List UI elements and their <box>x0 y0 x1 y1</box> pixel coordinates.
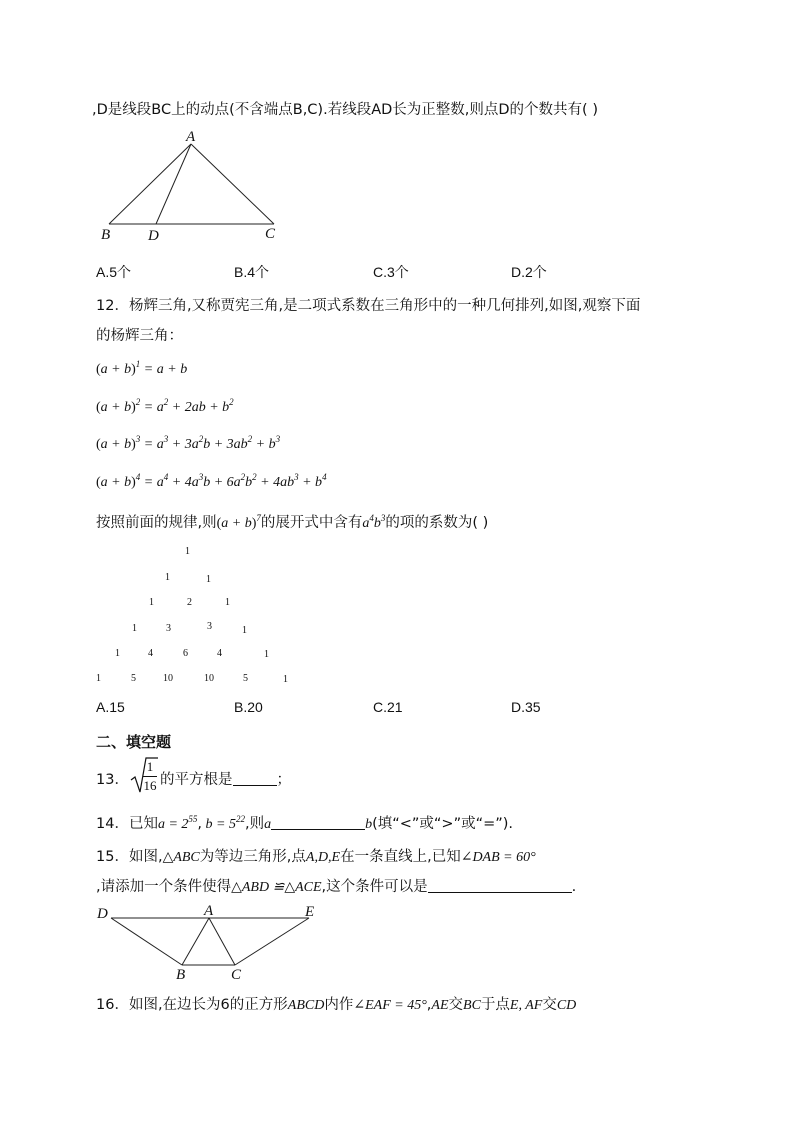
q12-formula-3: $(a + b)^3 = a^3 + 3a^2b + 3ab^2 + b^3$ <box>96 434 281 452</box>
edge-AC <box>191 144 274 224</box>
edge-AB <box>182 918 209 965</box>
label-C: C <box>265 226 276 242</box>
label-D: D <box>148 228 159 244</box>
q11-stem: ,D是线段BC上的动点(不含端点B,C).若线段AD长为正整数,则点D的个数共有( ) <box>92 102 598 118</box>
q12-choice-d: D.35 <box>511 699 541 715</box>
tri-r5-c1: 5 <box>131 673 136 684</box>
q13-fraction <box>143 759 157 794</box>
q16: 16．如图,在边长为6的正方形ABCD内作∠EAF = 45°,AE交BC于点E, AF交CD <box>96 997 577 1013</box>
q15-line1: 15．如图,△ABC为等边三角形,点A,D,E在一条直线上,已知∠DAB = 60° <box>96 849 536 865</box>
q14: 14．已知$a = 2^{55}$, $b = 5^{22}$,则a b(填“<”或“>”或“=”). <box>96 814 514 832</box>
q14-answer-blank[interactable] <box>271 815 365 830</box>
edge-AD <box>156 144 191 224</box>
tri-r0-c0: 1 <box>185 546 190 557</box>
q12-formula-2: $(a + b)^2 = a^2 + 2ab + b^2$ <box>96 397 234 415</box>
section-title-fill-in: 二、填空题 <box>96 733 172 751</box>
edge-DB <box>111 918 182 965</box>
label-B: B <box>101 227 111 243</box>
tri-r4-c2: 6 <box>183 648 188 659</box>
q13-text: 的平方根是 <box>160 772 233 788</box>
q12-formula-4: $(a + b)^4 = a^4 + 4a^3b + 6a^2b^2 + 4ab^3 + b^4$ <box>96 472 327 490</box>
q13-frac-numerator: 1 <box>146 759 154 774</box>
q11-choice-a: A.5个 <box>96 264 132 280</box>
tri-r5-c4: 5 <box>243 673 248 684</box>
q15-answer-blank[interactable] <box>428 878 572 893</box>
edge-EC <box>235 918 309 965</box>
tri-r5-c2: 10 <box>163 673 173 684</box>
tri-r1-c0: 1 <box>165 572 170 583</box>
tri-r4-c0: 1 <box>115 648 120 659</box>
q12-stem-line1: 12．杨辉三角,又称贾宪三角,是二项式系数在三角形中的一种几何排列,如图,观察下面 <box>96 298 641 314</box>
q11-choice-c: C.3个 <box>373 264 409 280</box>
edge-AB <box>109 144 191 224</box>
q11-triangle-figure <box>96 128 288 246</box>
tri-r2-c2: 1 <box>225 597 230 608</box>
tri-r4-c1: 4 <box>148 648 153 659</box>
tri-r5-c5: 1 <box>283 674 288 685</box>
label-A: A <box>186 129 196 145</box>
q13-number: 13． <box>96 772 129 788</box>
tri-r4-c4: 1 <box>264 649 269 660</box>
q11-choice-b: B.4个 <box>234 264 270 280</box>
q15-line2: ,请添加一个条件使得△ABD ≌△ACE,这个条件可以是 . <box>96 879 577 895</box>
q15-figure <box>94 900 326 986</box>
q12-choice-a: A.15 <box>96 699 125 715</box>
label-D: D <box>97 906 108 922</box>
q12-choice-c: C.21 <box>373 699 403 715</box>
tri-r4-c3: 4 <box>217 648 222 659</box>
q12-question: 按照前面的规律,则$(a + b)^7$的展开式中含有$a^4b^3$的项的系数为( ) <box>96 513 489 531</box>
label-E: E <box>305 904 315 920</box>
label-C: C <box>231 967 242 983</box>
tri-r1-c1: 1 <box>206 574 211 585</box>
tri-r5-c3: 10 <box>204 673 214 684</box>
tri-r5-c0: 1 <box>96 673 101 684</box>
q13-frac-denominator: 16 <box>143 778 157 793</box>
edge-AC <box>209 918 235 965</box>
tri-r2-c0: 1 <box>149 597 154 608</box>
q11-choice-d: D.2个 <box>511 264 547 280</box>
label-A: A <box>204 903 214 919</box>
tri-r2-c1: 2 <box>187 597 192 608</box>
q12-choice-b: B.20 <box>234 699 263 715</box>
q12-stem-line2: 的杨辉三角： <box>96 328 183 344</box>
tri-r3-c2: 3 <box>207 621 212 632</box>
q12-formula-1: $(a + b)^1 = a + b$ <box>96 359 188 377</box>
label-B: B <box>176 967 186 983</box>
tri-r3-c0: 1 <box>132 623 137 634</box>
q13-answer-blank[interactable] <box>233 771 277 786</box>
tri-r3-c3: 1 <box>242 625 247 636</box>
tri-r3-c1: 3 <box>166 623 171 634</box>
